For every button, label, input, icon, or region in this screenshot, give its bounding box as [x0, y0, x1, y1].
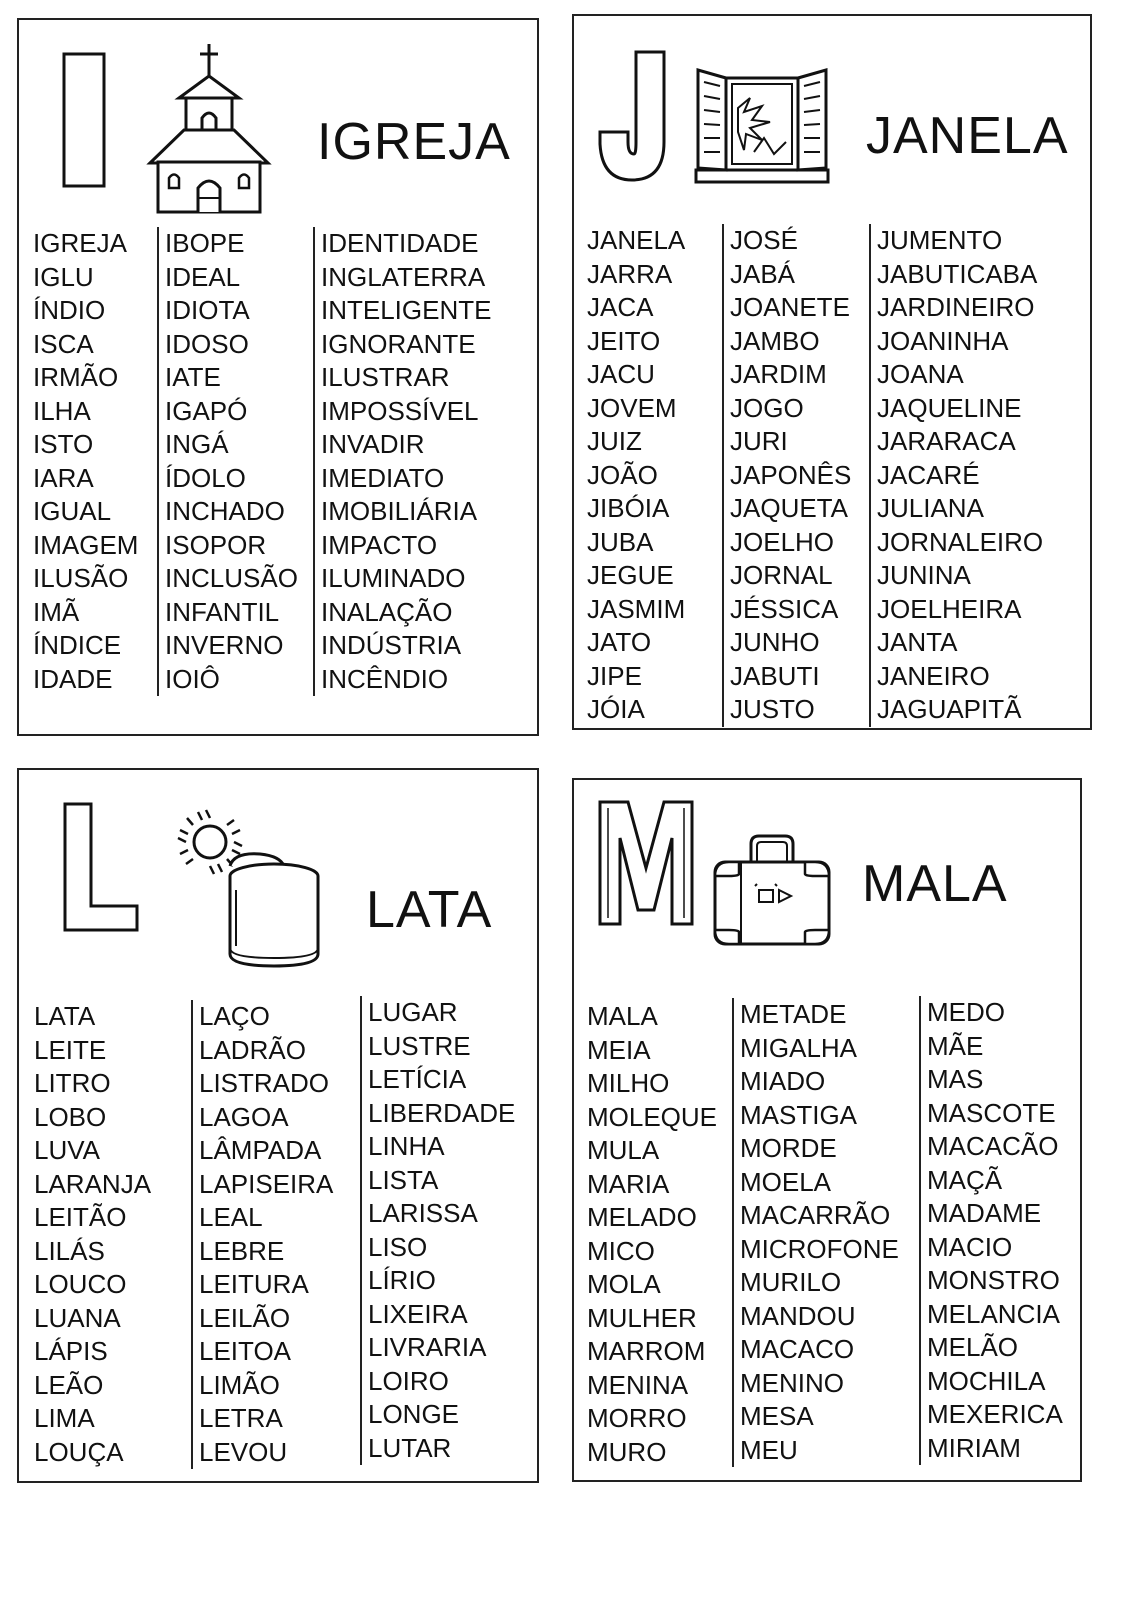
list-item: IMPOSSÍVEL — [321, 395, 479, 426]
list-item: IDENTIDADE — [321, 228, 479, 258]
list-item: JAPONÊS — [730, 459, 852, 490]
list-item: LONGE — [368, 1399, 460, 1429]
list-item: JABÁ — [730, 258, 796, 289]
list-item: MIRIAM — [927, 1432, 1021, 1463]
list-item: MOELA — [740, 1166, 832, 1197]
list-item: LEBRE — [199, 1235, 285, 1266]
list-item: MENINA — [587, 1369, 689, 1400]
list-item: MIADO — [740, 1066, 826, 1096]
can-icon — [174, 808, 324, 968]
list-item: LUGAR — [368, 997, 458, 1027]
list-item: IMOBILIÁRIA — [321, 496, 478, 526]
list-item: LUSTRE — [368, 1030, 471, 1061]
word-column-3 — [313, 227, 491, 696]
word-column-2 — [732, 998, 899, 1467]
list-item: LEILÃO — [199, 1302, 291, 1333]
list-item: JATO — [587, 627, 652, 657]
list-item: LOIRO — [368, 1365, 449, 1396]
list-item: LAÇO — [199, 1001, 270, 1031]
list-item: JARDINEIRO — [877, 292, 1035, 322]
card-letter-i — [17, 18, 539, 736]
list-item: MELÃO — [927, 1332, 1019, 1362]
list-item: LÂMPADA — [199, 1135, 322, 1165]
word-column-3 — [869, 224, 1043, 727]
list-item: LISTRADO — [199, 1068, 330, 1098]
list-item: JUNINA — [877, 560, 971, 590]
list-item: INFANTIL — [165, 596, 280, 627]
list-item: JUMENTO — [877, 225, 1003, 255]
list-item: LISO — [368, 1231, 428, 1262]
card-letter-m — [572, 778, 1082, 1482]
list-item: INVERNO — [165, 630, 284, 660]
list-item: INCHADO — [165, 496, 285, 526]
list-item: IBOPE — [165, 228, 245, 258]
list-item: JUSTO — [730, 694, 815, 724]
list-item: MOLA — [587, 1269, 661, 1299]
list-item: JAMBO — [730, 325, 820, 356]
list-item: LARISSA — [368, 1198, 478, 1228]
list-item: MULHER — [587, 1302, 697, 1333]
outline-letter-m — [596, 798, 696, 928]
list-item: JAQUETA — [730, 493, 848, 523]
list-item: MASTIGA — [740, 1099, 858, 1130]
list-item: INCLUSÃO — [165, 563, 298, 593]
list-item: JEITO — [587, 325, 661, 356]
word-column-3 — [919, 996, 1063, 1465]
list-item: JABUTI — [730, 660, 820, 691]
list-item: JOANETE — [730, 292, 850, 322]
list-item: JORNALEIRO — [877, 526, 1044, 557]
outline-letter-l — [59, 800, 143, 934]
list-item: JOGO — [730, 392, 804, 423]
list-item: JUIZ — [587, 426, 642, 456]
list-item: INGLATERRA — [321, 261, 486, 292]
list-item: JOELHO — [730, 526, 835, 557]
list-item: LUANA — [34, 1302, 121, 1333]
list-item: MACIO — [927, 1231, 1013, 1262]
list-item: LÁPIS — [34, 1336, 108, 1366]
list-item: LUTAR — [368, 1432, 452, 1463]
list-item: JOVEM — [587, 392, 677, 423]
list-item: LETRA — [199, 1403, 283, 1433]
list-item: MOLEQUE — [587, 1101, 718, 1132]
list-item: JARDIM — [730, 359, 827, 389]
list-item: MESA — [740, 1401, 814, 1431]
list-item: IDOSO — [165, 328, 249, 359]
list-item: ILUSTRAR — [321, 362, 450, 392]
list-item: IMEDIATO — [321, 462, 445, 493]
list-item: INCÊNDIO — [321, 663, 449, 694]
suitcase-icon — [709, 832, 835, 952]
list-item: LARANJA — [34, 1168, 152, 1199]
list-item: ILUSÃO — [33, 563, 129, 593]
list-item: MALA — [587, 1001, 658, 1031]
list-item: JORNAL — [730, 560, 833, 590]
list-item: ISCA — [33, 328, 94, 359]
church-icon — [144, 38, 284, 218]
list-item: MACARRÃO — [740, 1200, 891, 1230]
list-item: INTELIGENTE — [321, 295, 492, 325]
list-item: MEDO — [927, 997, 1005, 1027]
list-item: LAGOA — [199, 1101, 289, 1132]
list-item: JUBA — [587, 526, 654, 557]
list-item: LISTA — [368, 1164, 439, 1195]
list-item: ÍNDIO — [33, 295, 106, 325]
list-item: MAÇÃ — [927, 1164, 1003, 1195]
list-item: IGNORANTE — [321, 328, 476, 359]
list-item: JAQUELINE — [877, 392, 1022, 423]
list-item: MIGALHA — [740, 1032, 858, 1063]
list-item: LIXEIRA — [368, 1298, 468, 1329]
list-item: JANEIRO — [877, 660, 990, 691]
list-item: LETÍCIA — [368, 1064, 467, 1094]
list-item: MARROM — [587, 1336, 706, 1366]
list-item: JASMIM — [587, 593, 686, 624]
list-item: MULA — [587, 1135, 660, 1165]
list-item: JÓIA — [587, 694, 645, 724]
list-item: MACACÃO — [927, 1131, 1059, 1161]
list-item: JANTA — [877, 627, 958, 657]
list-item: MURILO — [740, 1267, 842, 1297]
list-item: IGUAL — [33, 496, 112, 526]
list-item: MASCOTE — [927, 1097, 1056, 1128]
word-column-1 — [587, 1000, 717, 1469]
list-item: MACACO — [740, 1334, 855, 1364]
list-item: MÃE — [927, 1030, 984, 1061]
list-item: IDIOTA — [165, 295, 250, 325]
word-column-2 — [157, 227, 298, 696]
card-word: MALA — [862, 855, 1008, 913]
list-item: JÉSSICA — [730, 593, 839, 624]
list-item: MEIA — [587, 1034, 651, 1065]
list-item: JURI — [730, 426, 788, 456]
list-item: JACA — [587, 292, 654, 322]
list-item: LEAL — [199, 1202, 263, 1232]
list-item: JOÃO — [587, 459, 658, 490]
list-item: JOANINHA — [877, 325, 1009, 356]
list-item: IOIÔ — [165, 663, 220, 694]
list-item: MADAME — [927, 1198, 1042, 1228]
list-item: JARARACA — [877, 426, 1016, 456]
list-item: MICROFONE — [740, 1233, 899, 1264]
list-item: LEVOU — [199, 1436, 288, 1467]
list-item: LEITÃO — [34, 1202, 127, 1232]
list-item: JOSÉ — [730, 225, 798, 255]
list-item: METADE — [740, 999, 847, 1029]
list-item: JIPE — [587, 660, 642, 691]
word-column-1 — [587, 224, 685, 727]
card-word: LATA — [366, 881, 493, 939]
list-item: INDÚSTRIA — [321, 630, 462, 660]
outline-letter-i — [52, 50, 122, 190]
list-item: MEU — [740, 1434, 798, 1465]
word-column-1 — [34, 1000, 151, 1469]
list-item: LINHA — [368, 1131, 445, 1161]
list-item: ÍDOLO — [165, 462, 246, 493]
list-item: MICO — [587, 1235, 655, 1266]
list-item: JOANA — [877, 359, 964, 389]
svg-text:I: I — [54, 61, 55, 63]
list-item: LEITOA — [199, 1336, 292, 1366]
list-item: INVADIR — [321, 429, 425, 459]
list-item: LEÃO — [34, 1369, 104, 1400]
list-item: MEXERICA — [927, 1399, 1063, 1429]
list-item: JANELA — [587, 225, 686, 255]
list-item: MONSTRO — [927, 1265, 1060, 1295]
list-item: JEGUE — [587, 560, 674, 590]
list-item: ILUMINADO — [321, 563, 466, 593]
list-item: LUVA — [34, 1135, 100, 1165]
list-item: IGLU — [33, 261, 94, 292]
list-item: IGAPÓ — [165, 395, 248, 426]
list-item: LIBERDADE — [368, 1097, 516, 1128]
card-word: JANELA — [866, 107, 1069, 165]
list-item: ÍNDICE — [33, 630, 122, 660]
list-item: JACARÉ — [877, 459, 980, 490]
word-column-1 — [33, 227, 138, 696]
list-item: JULIANA — [877, 493, 984, 523]
list-item: MOCHILA — [927, 1365, 1046, 1396]
list-item: ILHA — [33, 395, 91, 426]
list-item: LÍRIO — [368, 1265, 436, 1295]
list-item: IMPACTO — [321, 529, 438, 560]
list-item: LEITE — [34, 1034, 107, 1065]
list-item: ISTO — [33, 429, 94, 459]
list-item: MURO — [587, 1436, 667, 1467]
list-item: LILÁS — [34, 1235, 105, 1266]
list-item: MANDOU — [740, 1300, 856, 1331]
list-item: JARRA — [587, 258, 673, 289]
list-item: IGREJA — [33, 228, 127, 258]
list-item: MARIA — [587, 1168, 670, 1199]
list-item: LIMA — [34, 1403, 95, 1433]
list-item: LAPISEIRA — [199, 1168, 334, 1199]
list-item: JOELHEIRA — [877, 593, 1022, 624]
list-item: MAS — [927, 1064, 984, 1094]
list-item: MILHO — [587, 1068, 670, 1098]
list-item: LOUÇA — [34, 1436, 124, 1467]
list-item: INALAÇÃO — [321, 596, 453, 627]
list-item: MELADO — [587, 1202, 697, 1232]
word-column-2 — [191, 1000, 333, 1469]
list-item: LOUCO — [34, 1269, 127, 1299]
card-letter-l — [17, 768, 539, 1483]
list-item: LIVRARIA — [368, 1332, 487, 1362]
list-item: LITRO — [34, 1068, 111, 1098]
list-item: MELANCIA — [927, 1298, 1060, 1329]
list-item: MORRO — [587, 1403, 687, 1433]
list-item: LEITURA — [199, 1269, 309, 1299]
list-item: JIBÓIA — [587, 493, 670, 523]
list-item: JACU — [587, 359, 655, 389]
word-column-3 — [360, 996, 515, 1465]
list-item: IRMÃO — [33, 362, 119, 392]
window-icon — [692, 68, 832, 188]
list-item: JABUTICABA — [877, 258, 1038, 289]
list-item: ISOPOR — [165, 529, 267, 560]
list-item: JUNHO — [730, 627, 820, 657]
list-item: JAGUAPITÃ — [877, 694, 1022, 724]
list-item: IMÃ — [33, 596, 80, 627]
word-column-2 — [722, 224, 851, 727]
outline-letter-j — [594, 46, 674, 186]
list-item: IATE — [165, 362, 221, 392]
list-item: MORDE — [740, 1133, 837, 1163]
card-letter-j — [572, 14, 1092, 730]
list-item: IDADE — [33, 663, 113, 694]
list-item: LADRÃO — [199, 1034, 306, 1065]
list-item: MENINO — [740, 1367, 844, 1398]
list-item: IDEAL — [165, 261, 241, 292]
list-item: LOBO — [34, 1101, 107, 1132]
list-item: IMAGEM — [33, 529, 139, 560]
list-item: LIMÃO — [199, 1369, 280, 1400]
list-item: LATA — [34, 1001, 96, 1031]
list-item: INGÁ — [165, 429, 229, 459]
card-word: IGREJA — [317, 113, 511, 171]
list-item: IARA — [33, 462, 94, 493]
